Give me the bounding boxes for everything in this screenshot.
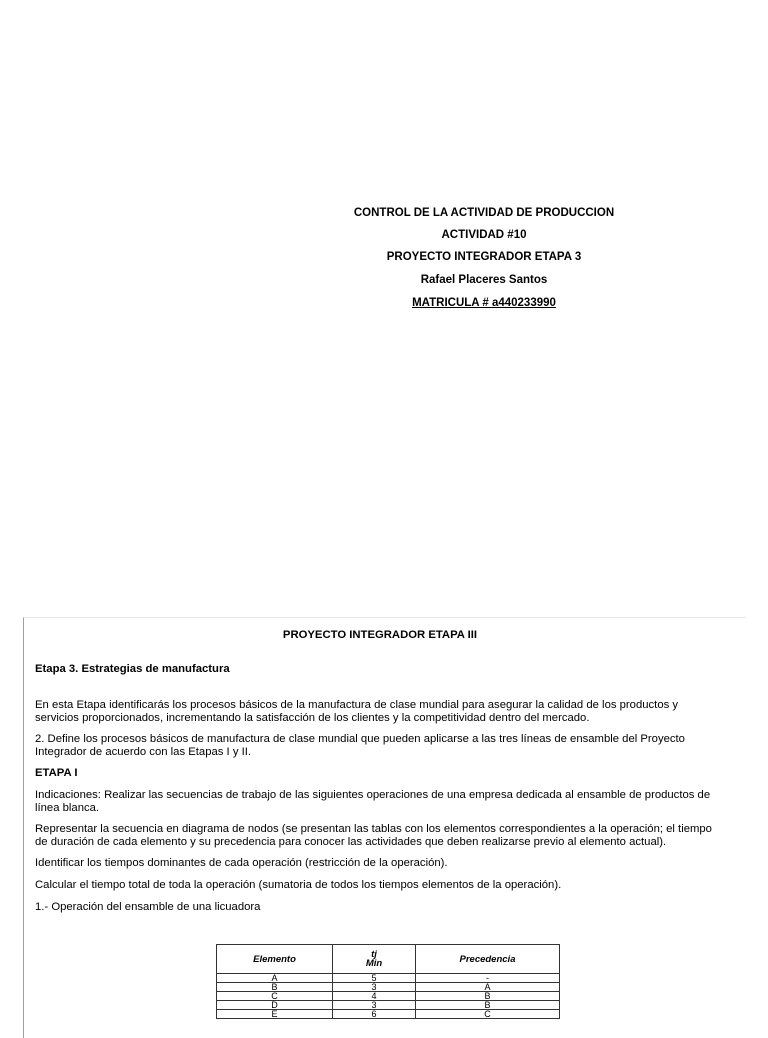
- paragraph-define: 2. Define los procesos básicos de manufactura de clase mundial que pueden aplicarse a las tres líneas de ensamble del Proyecto Integrador de acuerdo con las Etapas I y II.: [35, 733, 685, 758]
- sheet-title: PROYECTO INTEGRADOR ETAPA III: [282, 629, 478, 641]
- cell-time: 3: [333, 1001, 416, 1010]
- cell-element: D: [217, 1001, 333, 1010]
- table-row: [217, 974, 560, 983]
- project-title: PROYECTO INTEGRADOR ETAPA 3: [386, 251, 582, 263]
- cell-precedence: C: [416, 1010, 560, 1019]
- cell-time: 4: [333, 992, 416, 1001]
- cell-element: E: [217, 1010, 333, 1019]
- paragraph-calculate: Calcular el tiempo total de toda la operación (sumatoria de todos los tiempos elementos de la operación).: [35, 879, 562, 891]
- sheet-subtitle: Etapa 3. Estrategias de manufactura: [35, 663, 230, 675]
- table-row: [217, 992, 560, 1001]
- table-header-row: [217, 945, 560, 974]
- cell-time: 3: [333, 983, 416, 992]
- paragraph-indications: Indicaciones: Realizar las secuencias de trabajo de las siguientes operaciones de una empresa dedicada al ensamble de productos de línea blanca.: [35, 789, 711, 814]
- table-row: [217, 1010, 560, 1019]
- paragraph-identify: Identificar los tiempos dominantes de cada operación (restricción de la operación).: [35, 857, 448, 869]
- cell-precedence: B: [416, 992, 560, 1001]
- cell-element: C: [217, 992, 333, 1001]
- cell-element: B: [217, 983, 333, 992]
- cell-precedence: B: [416, 1001, 560, 1010]
- table-row: [217, 983, 560, 992]
- table-row: [217, 1001, 560, 1010]
- student-id: MATRICULA # a440233990: [412, 297, 556, 309]
- cell-element: A: [217, 974, 333, 983]
- course-title: CONTROL DE LA ACTIVIDAD DE PRODUCCION: [353, 207, 615, 219]
- cell-time: 5: [333, 974, 416, 983]
- elements-table: [216, 944, 560, 1019]
- paragraph-represent: Representar la secuencia en diagrama de nodos (se presentan las tablas con los elementos correspondientes a la operación; el tiempo de duración de cada elemento y su precedencia para conocer las actividades que deben realizarse previo al elemento actual).: [35, 823, 712, 848]
- header-time-top: tj: [371, 949, 377, 960]
- cell-precedence: -: [416, 974, 560, 983]
- cell-time: 6: [333, 1010, 416, 1019]
- operation-heading: 1.- Operación del ensamble de una licuadora: [35, 901, 261, 913]
- header-element: Elemento: [217, 945, 333, 974]
- student-name: Rafael Placeres Santos: [420, 274, 548, 286]
- project-sheet: [23, 617, 746, 1038]
- stage-heading: ETAPA I: [35, 767, 78, 779]
- cell-precedence: A: [416, 983, 560, 992]
- activity-number: ACTIVIDAD #10: [441, 229, 527, 241]
- header-time: [333, 945, 416, 974]
- paragraph-intro: En esta Etapa identificarás los procesos básicos de la manufactura de clase mundial para asegurar la calidad de los productos y servicios proporcionados, incrementando la satisfacción de los clientes y la competitividad dentro del mercado.: [35, 699, 679, 724]
- header-precedence: Precedencia: [416, 945, 560, 974]
- header-time-bottom: Min: [365, 958, 383, 969]
